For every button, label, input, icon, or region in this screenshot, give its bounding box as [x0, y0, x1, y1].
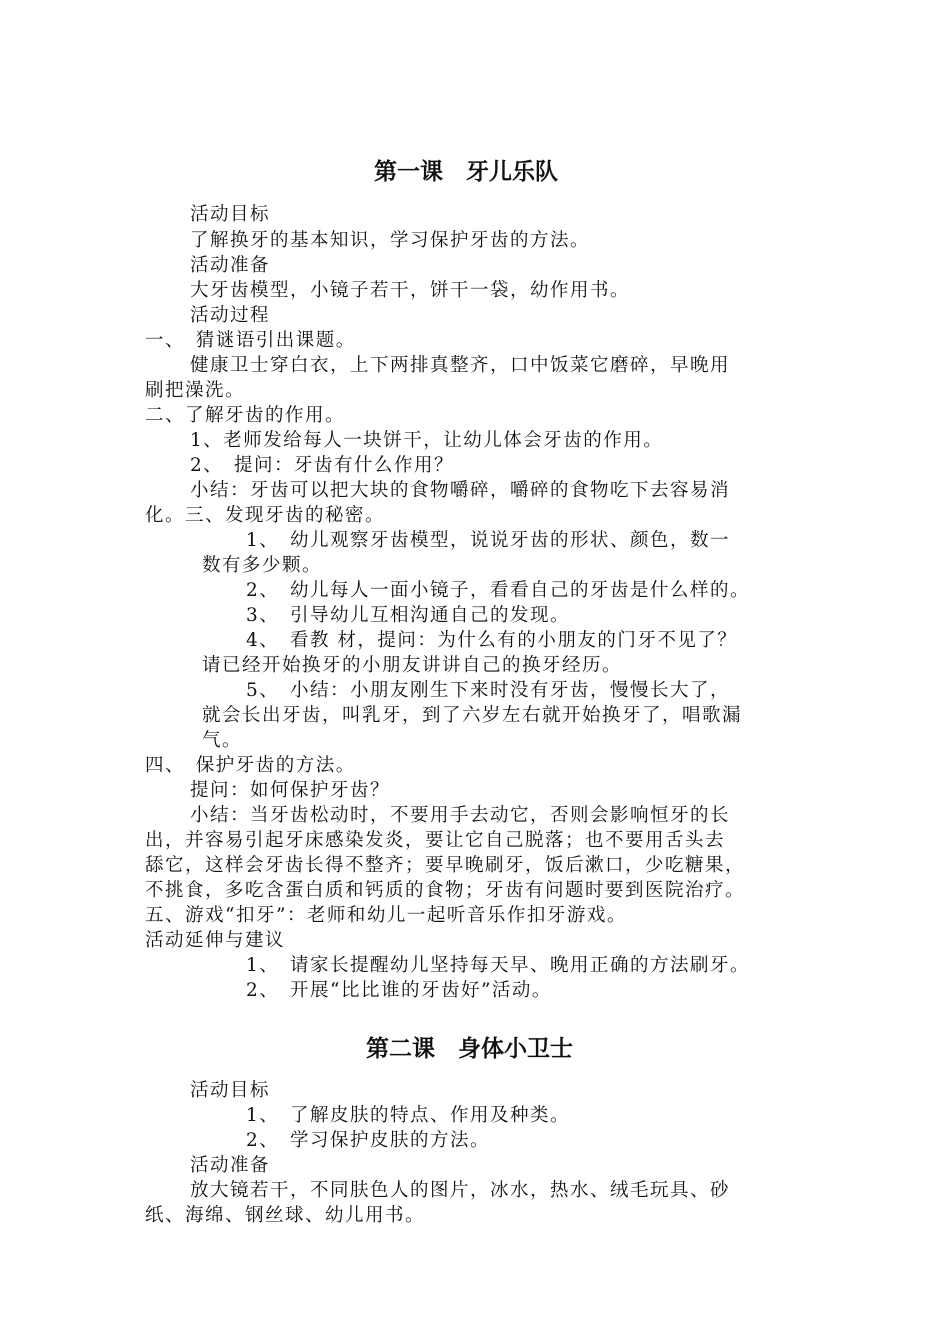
paragraph: 刷把澡洗。 [145, 380, 246, 401]
paragraph: 小结：当牙齿松动时，不要用手去动它，否则会影响恒牙的长 [190, 805, 731, 826]
paragraph: 不挑食，多吃含蛋白质和钙质的食物；牙齿有问题时要到医院治疗。 [145, 880, 746, 901]
paragraph: 出，并容易引起牙床感染发炎，要让它自己脱落；也不要用舌头去 [145, 830, 726, 851]
list-item: 2、 幼儿每人一面小镜子，看看自己的牙齿是什么样的。 [246, 580, 751, 601]
list-item: 4、 看教 材，提问：为什么有的小朋友的门牙不见了？ [246, 630, 738, 651]
list-item: 1、 幼儿观察牙齿模型，说说牙齿的形状、颜色，数一 [246, 530, 731, 551]
list-item: 3、 引导幼儿互相沟通自己的发现。 [246, 605, 571, 626]
paragraph: 提问：如何保护牙齿？ [190, 780, 391, 801]
list-heading: 四、 保护牙齿的方法。 [145, 755, 356, 776]
list-item-continued: 请已经开始换牙的小朋友讲讲自己的换牙经历。 [202, 655, 623, 676]
section-goal-label: 活动目标 [190, 1080, 271, 1101]
list-item: 2、 开展“比比谁的牙齿好”活动。 [246, 980, 552, 1001]
section-goal-label: 活动目标 [190, 204, 271, 225]
lesson2-title: 第二课 身体小卫士 [366, 1036, 573, 1062]
paragraph: 纸、海绵、钢丝球、幼儿用书。 [145, 1205, 426, 1226]
section-prep-label: 活动准备 [190, 1155, 271, 1176]
list-heading: 五、游戏“扣牙”：老师和幼儿一起听音乐作扣牙游戏。 [145, 905, 627, 926]
list-item-continued: 数有多少颗。 [202, 555, 323, 576]
list-item: 1、 了解皮肤的特点、作用及种类。 [246, 1105, 571, 1126]
list-item-continued: 就会长出牙齿，叫乳牙，到了六岁左右就开始换牙了，唱歌漏 [202, 705, 743, 726]
section-process-label: 活动过程 [190, 305, 271, 326]
list-heading: 一、 猜谜语引出课题。 [145, 330, 356, 351]
list-item: 5、 小结：小朋友刚生下来时没有牙齿，慢慢长大了， [246, 680, 731, 701]
lesson1-title: 第一课 牙儿乐队 [374, 159, 558, 185]
paragraph: 放大镜若干，不同肤色人的图片，冰水，热水、绒毛玩具、砂 [190, 1180, 731, 1201]
paragraph: 化。三、发现牙齿的秘密。 [145, 505, 386, 526]
list-heading: 二、了解牙齿的作用。 [145, 405, 346, 426]
list-item: 2、 提问：牙齿有什么作用？ [190, 455, 455, 476]
paragraph: 小结：牙齿可以把大块的食物嚼碎，嚼碎的食物吃下去容易消 [190, 480, 731, 501]
list-item: 1、 请家长提醒幼儿坚持每天早、晚用正确的方法刷牙。 [246, 955, 751, 976]
list-item: 1、老师发给每人一块饼干，让幼儿体会牙齿的作用。 [190, 430, 664, 451]
list-item-continued: 气。 [202, 730, 243, 751]
paragraph: 舔它，这样会牙齿长得不整齐；要早晚刷牙，饭后漱口，少吃糖果， [145, 855, 746, 876]
paragraph: 了解换牙的基本知识，学习保护牙齿的方法。 [190, 230, 591, 251]
list-item: 2、 学习保护皮肤的方法。 [246, 1130, 491, 1151]
section-extension-label: 活动延伸与建议 [145, 930, 286, 951]
section-prep-label: 活动准备 [190, 255, 271, 276]
paragraph: 健康卫士穿白衣，上下两排真整齐，口中饭菜它磨碎，早晚用 [190, 355, 731, 376]
paragraph: 大牙齿模型，小镜子若干，饼干一袋，幼作用书。 [190, 280, 631, 301]
